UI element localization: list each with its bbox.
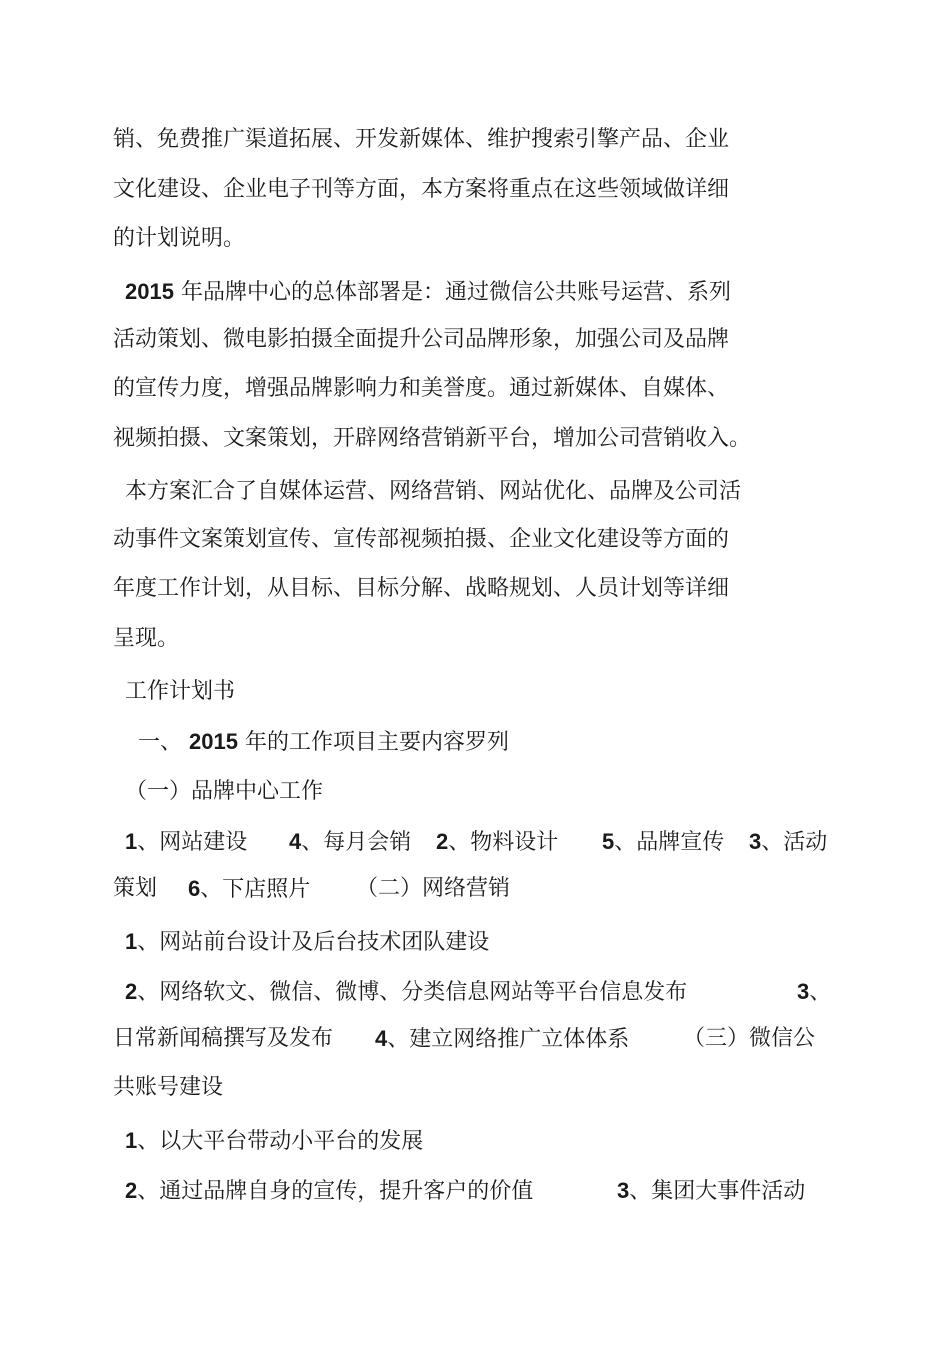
year-2015: 2015 bbox=[125, 279, 174, 304]
section-1-year: 2015 bbox=[189, 729, 238, 754]
item-number: 2 bbox=[125, 979, 138, 1004]
wechat-item-3 bbox=[617, 1176, 805, 1206]
item-number: 6 bbox=[188, 876, 201, 901]
paragraph-2-line-1 bbox=[125, 277, 731, 307]
section-1-heading bbox=[138, 727, 509, 757]
paragraph-1-line-2: 文化建设、企业电子刊等方面，本方案将重点在这些领域做详细 bbox=[113, 177, 730, 202]
item-number: 2 bbox=[436, 829, 449, 854]
brand-item-1 bbox=[125, 827, 247, 857]
subsection-wechat-account: （三）微信公 bbox=[683, 1026, 816, 1051]
paragraph-2-line-3: 的宣传力度，增强品牌影响力和美誉度。通过新媒体、自媒体、 bbox=[113, 376, 730, 401]
item-text: 、下店照片 bbox=[200, 877, 311, 902]
item-number: 4 bbox=[289, 829, 302, 854]
item-text: 、建立网络推广立体体系 bbox=[387, 1027, 630, 1052]
subsection-network-marketing: （二）网络营销 bbox=[356, 876, 511, 901]
paragraph-1-line-3: 的计划说明。 bbox=[113, 226, 246, 251]
brand-item-4 bbox=[289, 827, 411, 857]
section-1-text: 年的工作项目主要内容罗列 bbox=[244, 730, 509, 755]
paragraph-2-line-2: 活动策划、微电影拍摄全面提升公司品牌形象，加强公司及品牌 bbox=[113, 327, 730, 352]
brand-item-3-continued: 策划 bbox=[113, 876, 158, 901]
item-text: 、品牌宣传 bbox=[614, 830, 725, 855]
item-text: 、物料设计 bbox=[448, 830, 559, 855]
item-text: 、 bbox=[809, 980, 832, 1005]
section-1-prefix: 一、 bbox=[138, 730, 183, 755]
item-number: 1 bbox=[125, 829, 138, 854]
item-text: 、网站建设 bbox=[137, 830, 248, 855]
network-item-3-continued: 日常新闻稿撰写及发布 bbox=[113, 1026, 334, 1051]
item-text: 、每月会销 bbox=[301, 830, 412, 855]
brand-item-5 bbox=[602, 827, 724, 857]
document-title: 工作计划书 bbox=[125, 679, 236, 704]
brand-item-3 bbox=[749, 827, 827, 857]
wechat-item-2 bbox=[125, 1176, 533, 1206]
item-text: 、活动 bbox=[761, 830, 828, 855]
subsection-wechat-account-continued: 共账号建设 bbox=[113, 1075, 224, 1100]
item-text: 、集团大事件活动 bbox=[629, 1179, 806, 1204]
item-number: 1 bbox=[125, 929, 138, 954]
paragraph-2-line-4: 视频拍摄、文案策划，开辟网络营销新平台，增加公司营销收入。 bbox=[113, 426, 752, 451]
item-number: 1 bbox=[125, 1128, 138, 1153]
item-number: 5 bbox=[602, 829, 615, 854]
item-text: 、通过品牌自身的宣传，提升客户的价值 bbox=[137, 1179, 534, 1204]
network-item-1 bbox=[125, 927, 489, 957]
brand-item-6 bbox=[188, 874, 310, 904]
item-number: 4 bbox=[375, 1026, 388, 1051]
paragraph-3-line-4: 呈现。 bbox=[113, 626, 180, 651]
paragraph-3-line-1: 本方案汇合了自媒体运营、网络营销、网站优化、品牌及公司活 bbox=[125, 479, 742, 504]
wechat-item-1 bbox=[125, 1126, 423, 1156]
item-number: 3 bbox=[797, 979, 810, 1004]
item-text: 、网站前台设计及后台技术团队建设 bbox=[137, 930, 490, 955]
network-item-4 bbox=[375, 1024, 629, 1054]
network-item-2 bbox=[125, 977, 687, 1007]
network-item-3 bbox=[797, 977, 831, 1007]
paragraph-3-line-3: 年度工作计划，从目标、目标分解、战略规划、人员计划等详细 bbox=[113, 576, 730, 601]
item-number: 2 bbox=[125, 1178, 138, 1203]
subsection-brand-center: （一）品牌中心工作 bbox=[125, 779, 324, 804]
brand-item-2 bbox=[436, 827, 558, 857]
item-number: 3 bbox=[617, 1178, 630, 1203]
item-text: 、以大平台带动小平台的发展 bbox=[137, 1129, 424, 1154]
paragraph-3-line-2: 动事件文案策划宣传、宣传部视频拍摄、企业文化建设等方面的 bbox=[113, 527, 730, 552]
item-number: 3 bbox=[749, 829, 762, 854]
paragraph-1-line-1: 销、免费推广渠道拓展、开发新媒体、维护搜索引擎产品、企业 bbox=[113, 127, 730, 152]
paragraph-2-line-1-text: 年品牌中心的总体部署是：通过微信公共账号运营、系列 bbox=[180, 280, 731, 305]
item-text: 、网络软文、微信、微博、分类信息网站等平台信息发布 bbox=[137, 980, 688, 1005]
